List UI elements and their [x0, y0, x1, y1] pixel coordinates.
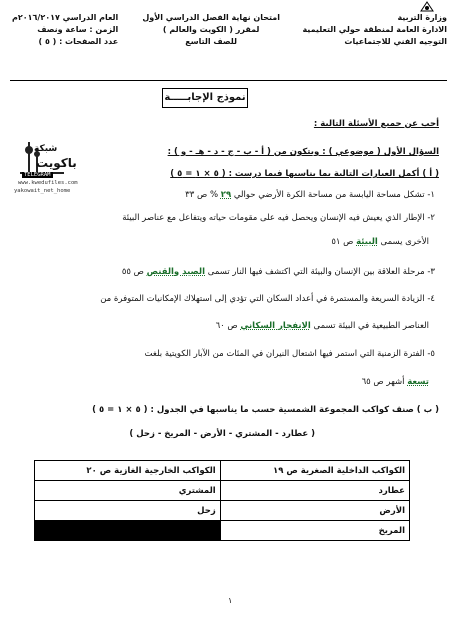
table-row [35, 501, 410, 521]
ministry-name: وزارة التربية [397, 13, 447, 22]
page-number: ١ [228, 596, 233, 605]
table-row [35, 481, 410, 501]
item-4-tail: ص ٦٠ [215, 321, 238, 331]
part-a-title: ( أ ) أكمل العبارات التالية بما يناسبها فيما درست : ( ٥ × ١ = ٥ ) [170, 169, 439, 179]
planets-table [34, 460, 410, 541]
header-left [12, 12, 118, 48]
grade-name: للصف التاسع [185, 37, 238, 46]
department-name: التوجيه الفني للاجتماعيات [344, 37, 447, 46]
table-cell: الأرض [220, 501, 409, 521]
table-cell: زحل [35, 501, 221, 521]
logo-url2: yakowait_net_home [14, 188, 71, 194]
table-header-outer: الكواكب الخارجية الغازية ص ٢٠ [35, 461, 221, 481]
item-5-text: الفترة الزمنية التي استمر فيها اشتعال النيران في المئات من الآبار الكويتية بلغت [144, 349, 425, 359]
item-4-answer: الانفجار السكاني [240, 321, 311, 331]
header-center [142, 12, 280, 48]
logo-line2: باكويت [36, 156, 77, 170]
question-one-title: السؤال الأول ( موضوعي ) : ويتكون من ( أ - ب - ج - د - هـ - و ) : [167, 147, 439, 157]
item-2-cont-text: الأخرى يسمى [380, 237, 429, 247]
item-5-answer: تسعة [407, 377, 429, 387]
item-4 [100, 293, 435, 306]
item-1 [185, 189, 435, 202]
item-3-text: مرحلة العلاقة بين الإنسان والبيئة التي اكتشف فيها النار تسمى [207, 267, 425, 277]
logo-line1: شبكة [34, 144, 58, 154]
table-cell: عطارد [220, 481, 409, 501]
logo-tag: TELEGRAM [24, 172, 51, 178]
item-5-cont [362, 376, 429, 389]
item-5 [145, 348, 435, 361]
header-right [302, 12, 447, 48]
item-2 [122, 212, 435, 225]
item-1-answer: ٢٩ [220, 190, 232, 200]
item-4-cont-text: العناصر الطبيعية في البيئة تسمى [313, 321, 429, 331]
exam-name: امتحان نهاية الفصل الدراسي الأول [142, 13, 280, 22]
item-3-answer: الصيد والقنص [146, 267, 206, 277]
item-3-num: ٣- [427, 267, 435, 277]
table-header-row [35, 461, 410, 481]
part-b-title: ( ب ) صنف كواكب المجموعة الشمسية حسب ما يناسبها في الجدول : ( ٥ × ١ = ٥ ) [92, 405, 439, 415]
item-4-num: ٤- [427, 294, 435, 304]
ministry-emblem-icon [419, 0, 435, 13]
table-row [35, 521, 410, 541]
item-1-text: تشكل مساحة اليابسة من مساحة الكرة الأرضي حوالي [233, 190, 425, 200]
item-3-tail: ص ٥٥ [121, 267, 144, 277]
item-1-num: ١- [427, 190, 435, 200]
school-year: العام الدراسي ٢٠١٦/٢٠١٧م [12, 13, 119, 22]
exam-duration: الزمن : ساعة ونصف [37, 25, 119, 34]
logo-url1: www.kwedufiles.com [18, 180, 78, 186]
item-5-tail: أشهر ص ٦٥ [361, 377, 405, 387]
item-4-cont [216, 320, 429, 333]
header-divider [10, 80, 447, 81]
answer-key-title: نموذج الإجابـــــة [162, 88, 248, 108]
subject-name: لمقرر ( الكويت والعالم ) [162, 25, 260, 34]
item-4-text: الزيادة السريعة والمستمرة في أعداد السكان التي تؤدي إلى استهلاك الإمكانيات المتوفرة من [100, 294, 425, 304]
item-2-num: ٢- [427, 213, 435, 223]
page-count: عدد الصفحات : ( ٥ ) [38, 37, 119, 46]
item-5-num: ٥- [427, 349, 435, 359]
table-cell: المشتري [35, 481, 221, 501]
item-3 [122, 266, 435, 279]
table-cell: المريخ [220, 521, 409, 541]
item-2-text: الإطار الذي يعيش فيه الإنسان ويحصل فيه على مقومات حياته ويتفاعل مع عناصر البيئة [122, 213, 425, 223]
district-name: الادارة العامة لمنطقة حولي التعليمية [302, 25, 447, 34]
item-2-cont [331, 236, 429, 249]
table-cell-blocked [35, 521, 221, 541]
item-1-tail: % ص ٣٣ [185, 190, 219, 200]
item-2-tail: ص ٥١ [331, 237, 354, 247]
planet-list: ( عطارد - المشتري - الأرض - المريخ - زحل ) [129, 429, 315, 439]
instructions: أجب عن جميع الأسئلة التالية : [313, 119, 439, 129]
table-header-inner: الكواكب الداخلية الصغرية ص ١٩ [220, 461, 409, 481]
item-2-answer: البيئة [356, 237, 378, 247]
